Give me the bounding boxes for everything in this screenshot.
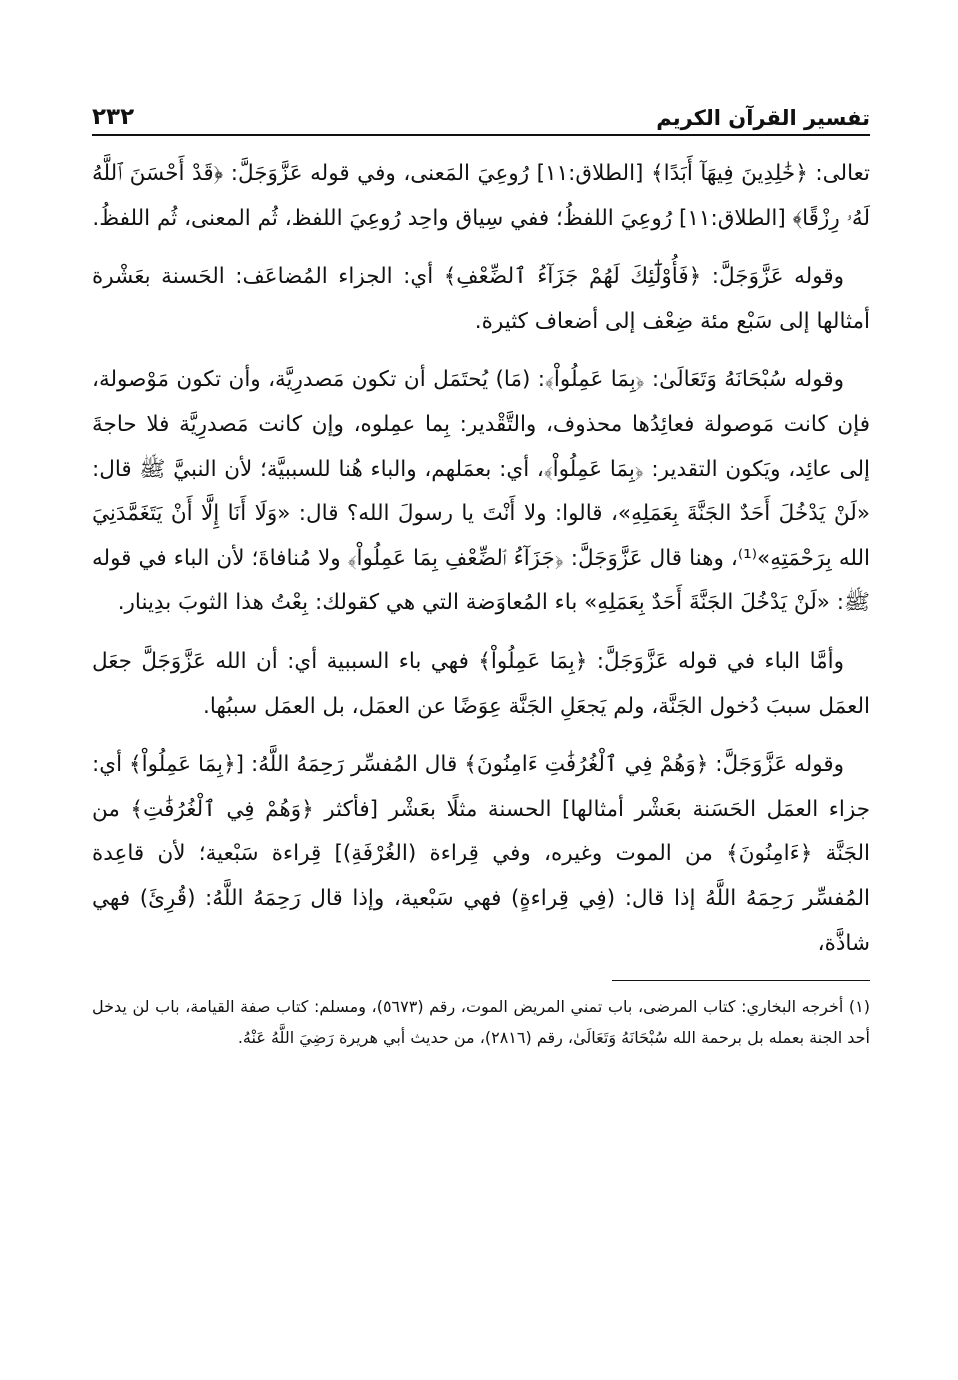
paragraph-1: تعالى: ﴿خَٰلِدِينَ فِيهَآ أَبَدًا﴾ [الطلاق:١١] رُوعِيَ المَعنى، وفي قوله عَزَّوَجَلَّ: ﴿قَدْ أَحْسَنَ ٱللَّهُ لَهُۥ رِزْقًا﴾ [الطلاق:١١] رُوعِيَ اللفظُ؛ ففي سِياق واحِد رُوعِيَ اللفظ، ثُم المعنى، ثُم اللفظُ. xyxy=(92,161,870,231)
footnote-1: (١) أخرجه البخاري: كتاب المرضى، باب تمني المريض الموت، رقم (٥٦٧٣)، ومسلم: كتاب صفة القيامة، باب لن يدخل أحد الجنة بعمله بل برحمة الله سُبْحَانَهُ وَتَعَالَىٰ، رقم (٢٨١٦)، من حديث أبي هريرة رَضِيَ اللَّهُ عَنْهُ. xyxy=(92,997,870,1048)
book-page xyxy=(92,88,870,1318)
paragraph-5: وقوله عَزَّوَجَلَّ: ﴿وَهُمْ فِي ٱلْغُرُفَٰتِ ءَامِنُونَ﴾ قال المُفسِّر رَحِمَهُ اللَّهُ: [﴿بِمَا عَمِلُواْ﴾ أي: جزاء العمَل الحَسَنة بعَشْر أمثالها] الحسنة مثلًا بعَشْر [فأكثر ﴿وَهُمْ فِي ٱلْغُرُفَٰتِ﴾ من الجَنَّة ﴿ءَامِنُونَ﴾ من الموت وغيره، وفي قِراءة (الغُرْفَةِ)] قِراءة سَبْعية؛ لأن قاعِدة المُفسِّر رَحِمَهُ اللَّهُ إذا قال: (فِي قِراءةٍ) فهي سَبْعية، وإذا قال رَحِمَهُ اللَّهُ: (قُرِئَ) فهي شاذَّة، xyxy=(92,752,870,956)
page-header xyxy=(92,88,870,134)
footnote-divider xyxy=(612,980,870,981)
paragraph-3: وقوله سُبْحَانَهُ وَتَعَالَىٰ: ﴿بِمَا عَمِلُواْ﴾: (مَا) يُحتَمَل أن تكون مَصدرِيَّة، وأن تكون مَوْصولة، فإن كانت مَوصولة فعائِدُها محذوف، والتَّقْدير: بِما عمِلوه، وإن كانت مَصدرِيَّة فلا حاجةَ إلى عائِد، ويَكون التقدير: ﴿بِمَا عَمِلُواْ﴾، أي: بعمَلهم، والباء هُنا للسببيَّة؛ لأن النبيَّ ﷺ قال: «لَنْ يَدْخُلَ أَحَدٌ الجَنَّةَ بِعَمَلِهِ»، قالوا: ولا أَنْتَ يا رسولَ الله؟ قال: «وَلَا أَنَا إِلَّا أَنْ يَتَغَمَّدَنِيَ الله بِرَحْمَتِهِ»⁽¹⁾، وهنا قال عَزَّوَجَلَّ: ﴿جَزَآءُ ٱلضِّعْفِ بِمَا عَمِلُواْ﴾ ولا مُنافاةَ؛ لأن الباء في قوله ﷺ: «لَنْ يَدْخُلَ الجَنَّةَ أَحَدٌ بِعَمَلِهِ» باء المُعاوَضة التي هي كقولك: بِعْتُ هذا الثوبَ بدِينار. xyxy=(92,367,870,616)
running-title: تفسير القرآن الكريم xyxy=(656,106,870,130)
paragraph-4: وأمَّا الباء في قوله عَزَّوَجَلَّ: ﴿بِمَا عَمِلُواْ﴾ فهي باء السببية أي: أن الله عَزَّوَجَلَّ جعَل العمَل سببَ دُخول الجَنَّة، ولم يَجعَلِ الجَنَّة عِوَضًا عن العمَل، بل العمَل سببُها. xyxy=(92,648,870,719)
main-text xyxy=(92,152,870,966)
page-number: ٢٣٢ xyxy=(92,104,135,130)
header-divider xyxy=(92,134,870,136)
paragraph-2: وقوله عَزَّوَجَلَّ: ﴿فَأُوْلَٰٓئِكَ لَهُمْ جَزَآءُ ٱلضِّعْفِ﴾ أي: الجزاء المُضاعَف: الحَسنة بعَشْرة أمثالها إلى سَبْع مئة ضِعْف إلى أضعاف كثيرة. xyxy=(92,264,870,334)
